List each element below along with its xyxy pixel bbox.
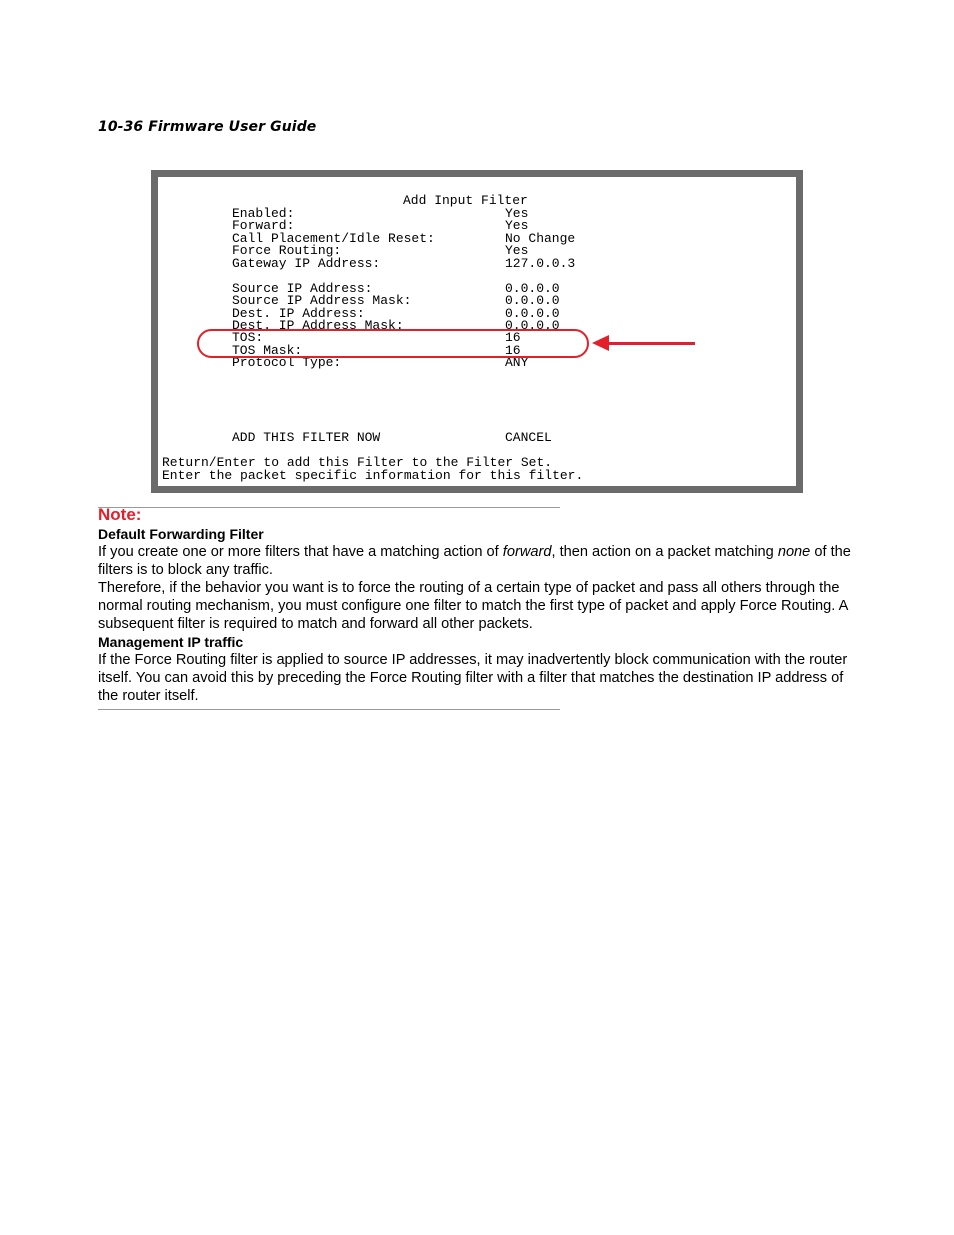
field-label-dest-ip-mask: Dest. IP Address Mask: (232, 318, 404, 333)
para-text: , then action on a packet matching (551, 544, 778, 560)
field-label-enabled: Enabled: (232, 206, 295, 221)
field-value-gateway-ip[interactable]: 127.0.0.3 (505, 256, 576, 271)
field-value-tos[interactable]: 16 (505, 330, 521, 345)
para-text: of the filters is to block any traffic. (98, 544, 851, 578)
field-value-source-ip[interactable]: 0.0.0.0 (505, 281, 560, 296)
callout-arrow-shaft (606, 342, 695, 345)
field-value-source-ip-mask[interactable]: 0.0.0.0 (505, 293, 560, 308)
note-paragraph-force-routing: Therefore, if the behavior you want is to force the routing of a certain type of packet and pass all others through the normal routing mechanism, you must configure one filter to match the first type of packet and apply Force Routing. A subsequent filter is required to match and forward all other packets. (98, 580, 848, 632)
field-value-enabled[interactable]: Yes (505, 206, 529, 221)
page-header: 10-36 Firmware User Guide (98, 119, 317, 135)
para-emphasis-none: none (777, 544, 811, 560)
cancel-button[interactable]: CANCEL (505, 430, 552, 445)
field-label-protocol-type: Protocol Type: (232, 355, 342, 370)
field-label-force-routing: Force Routing: (232, 243, 342, 258)
field-value-forward[interactable]: Yes (505, 218, 529, 233)
para-emphasis-forward: forward (502, 544, 552, 560)
note-top-rule (98, 507, 560, 508)
callout-arrow-icon (592, 335, 609, 351)
field-value-tos-mask[interactable]: 16 (505, 343, 521, 358)
field-value-call-placement[interactable]: No Change (505, 231, 576, 246)
para-text: If you create one or more filters that have a matching action of (98, 544, 503, 560)
field-value-dest-ip-mask[interactable]: 0.0.0.0 (505, 318, 560, 333)
field-label-source-ip: Source IP Address: (232, 281, 373, 296)
terminal-title: Add Input Filter (403, 193, 528, 208)
status-line-2: Enter the packet specific information for this filter. (162, 468, 584, 483)
field-label-tos-mask: TOS Mask: (232, 343, 303, 358)
field-value-force-routing[interactable]: Yes (505, 243, 529, 258)
note-subheading-management-ip: Management IP traffic (98, 634, 244, 650)
field-value-protocol-type[interactable]: ANY (505, 355, 529, 370)
field-label-source-ip-mask: Source IP Address Mask: (232, 293, 412, 308)
field-label-forward: Forward: (232, 218, 295, 233)
status-line-1: Return/Enter to add this Filter to the Filter Set. (162, 455, 553, 470)
field-label-call-placement: Call Placement/Idle Reset: (232, 231, 435, 246)
note-subheading-default-forwarding: Default Forwarding Filter (98, 526, 264, 542)
note-paragraph-forwarding (98, 543, 854, 579)
field-value-dest-ip[interactable]: 0.0.0.0 (505, 306, 560, 321)
note-paragraph-management-ip: If the Force Routing filter is applied to source IP addresses, it may inadvertently block communication with the router itself. You can avoid this by preceding the Force Routing filter with a filter that matches the destination IP address of the router itself. (98, 652, 848, 704)
add-filter-button[interactable]: ADD THIS FILTER NOW (232, 430, 381, 445)
highlight-oval (197, 329, 589, 358)
field-label-tos: TOS: (232, 330, 264, 345)
note-bottom-rule (98, 709, 560, 710)
note-heading: Note: (98, 505, 142, 524)
field-label-dest-ip: Dest. IP Address: (232, 306, 365, 321)
field-label-gateway-ip: Gateway IP Address: (232, 256, 381, 271)
